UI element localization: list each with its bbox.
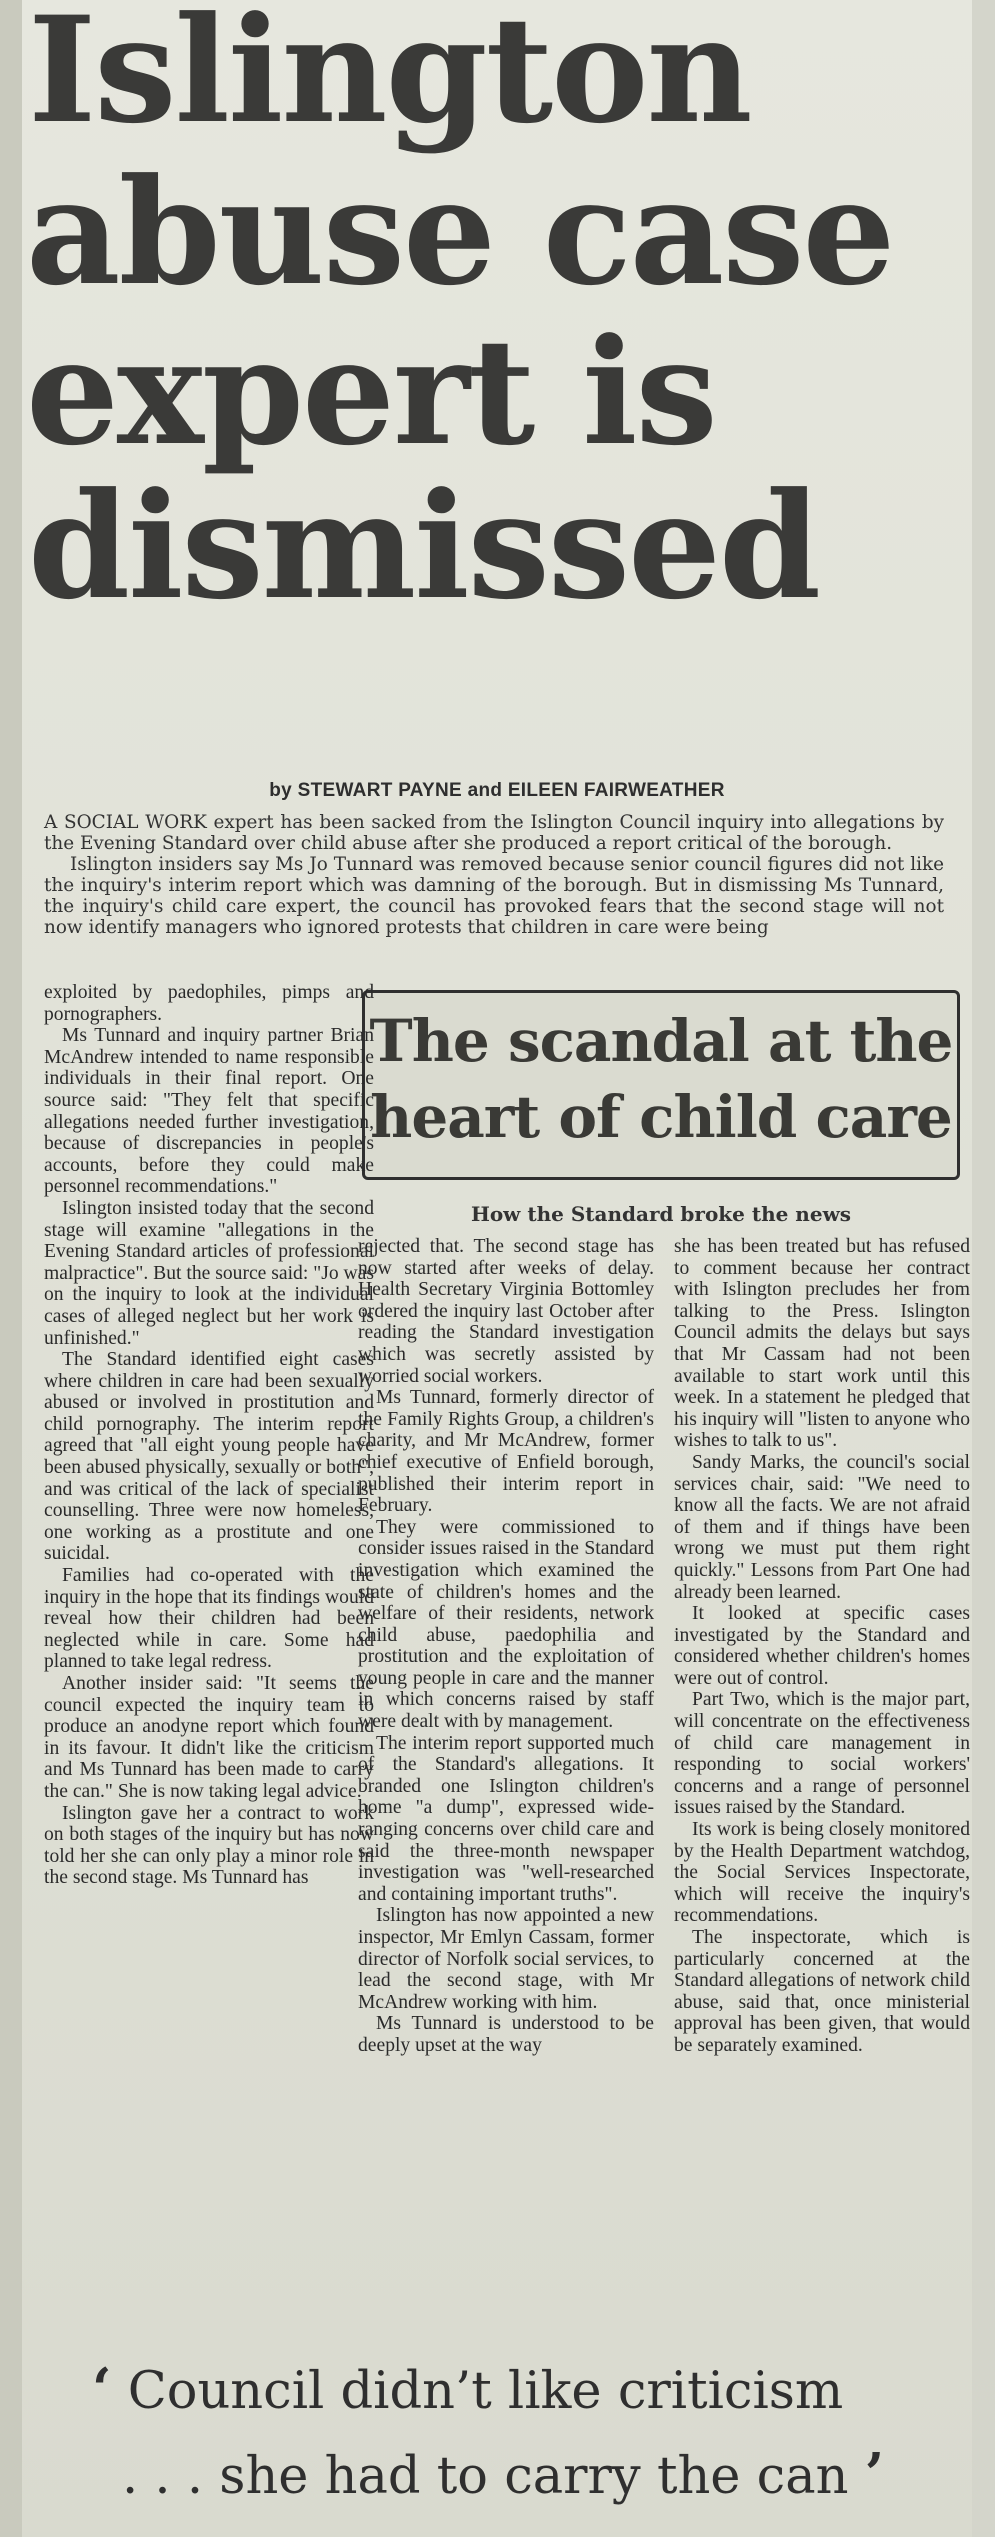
paragraph: Ms Tunnard and inquiry partner Brian McAndrew intended to name responsible individuals in their final report. One source said: "They felt that specific allegations needed further investigation, because of discrepancies in people's accounts, before they could make personnel recommendations." (44, 1025, 374, 1198)
paragraph: Islington insisted today that the second stage will examine "allegations in the Evening Standard articles of professional malpractice". But the source said: "Jo was on the inquiry to look at the individual cases of alleged neglect but her work is unfinished." (44, 1197, 374, 1349)
open-quote-mark: ‘ (92, 2356, 112, 2422)
paragraph: Ms Tunnard is understood to be deeply upset at the way (358, 2013, 654, 2056)
pull-quote (52, 2348, 972, 2518)
headline-line-3: expert is (26, 307, 716, 478)
paragraph: Families had co-operated with the inquiry in the hope that its findings would reveal how their children had been neglected while in care. Some had planned to take legal redress. (44, 1565, 374, 1673)
close-quote-mark: ’ (864, 2441, 885, 2507)
newspaper-clipping (22, 0, 972, 2537)
paragraph: Part Two, which is the major part, will concentrate on the effectiveness of child care management in responding to social workers' concerns and a range of personnel issues raised by the Standard. (674, 1689, 970, 1819)
paragraph: Sandy Marks, the council's social services chair, said: "We need to know all the facts. We are not afraid of them and if things have been wrong we must put them right quickly." Lessons from Part One had already been learned. (674, 1451, 970, 1603)
pull-quote-text-1: Council didn’t like criticism (127, 2362, 844, 2421)
box-headline (362, 990, 960, 1180)
headline-line-4: dismissed (28, 461, 820, 632)
page-edge-right (972, 0, 995, 2537)
byline: by STEWART PAYNE and EILEEN FAIRWEATHER (269, 780, 725, 801)
paragraph: It looked at specific cases investigated by the Standard and considered whether children's homes were out of control. (674, 1603, 970, 1689)
paragraph: Its work is being closely monitored by the Health Department watchdog, the Social Services Inspectorate, which will receive the inquiry's recommendations. (674, 1819, 970, 1927)
paragraph: The Standard identified eight cases where children in care had been sexually abused or involved in prostitution and child pornography. The interim report agreed that "all eight young people have been abused physically, sexually or both", and was critical of the lack of specialist counselling. Three were now homeless, one working as a prostitute and one suicidal. (44, 1349, 374, 1565)
column-3 (674, 1236, 970, 2057)
paragraph: They were commissioned to consider issues raised in the Standard investigation which examined the state of children's homes and the welfare of their residents, network child abuse, paedophilia and prostitution and the exploitation of young people in care and the manner in which concerns raised by staff were dealt with by management. (358, 1516, 654, 1733)
headline-line-2: abuse case (26, 147, 894, 318)
paragraph: she has been treated but has refused to comment because her contract with Islington precludes her from talking to the Press. Islington Council admits the delays but says that Mr Cassam had not been available to start work until this week. In a statement he pledged that his inquiry will "listen to anyone who wishes to talk to us". (674, 1236, 970, 1452)
paragraph: The inspectorate, which is particularly concerned at the Standard allegations of network child abuse, said that, once ministerial approval has been given, that would be separately examined. (674, 1927, 970, 2056)
pull-quote-text-2: . . . she had to carry the can (122, 2447, 849, 2506)
intro-paragraph-1: A SOCIAL WORK expert has been sacked from the Islington Council inquiry into allegations by the Evening Standard over child abuse after she produced a report critical of the borough. (44, 812, 944, 854)
paragraph: Islington gave her a contract to work on both stages of the inquiry but has now told her she can only play a minor role in the second stage. Ms Tunnard has (44, 1802, 374, 1889)
paragraph: Ms Tunnard, formerly director of the Family Rights Group, a children's charity, and Mr McAndrew, former chief executive of Enfield borough, published their interim report in February. (358, 1387, 654, 1517)
paragraph: rejected that. The second stage has now started after weeks of delay. Health Secretary Virginia Bottomley ordered the inquiry last October after reading the Standard investigation which was secretly assisted by worried social workers. (358, 1236, 654, 1387)
paragraph: Islington has now appointed a new inspector, Mr Emlyn Cassam, former director of Norfolk social services, to lead the second stage, with Mr McAndrew working with him. (358, 1905, 654, 2013)
column-2 (358, 1236, 654, 2057)
pull-quote-line-1 (52, 2348, 972, 2433)
pull-quote-line-2 (52, 2433, 972, 2518)
intro-paragraph-2: Islington insiders say Ms Jo Tunnard was removed because senior council figures did not like the inquiry's interim report which was damning of the borough. But in dismissing Ms Tunnard, the inquiry's child care expert, the council has provoked fears that the second stage will not now identify managers who ignored protests that children in care were being (44, 854, 944, 938)
paragraph: exploited by paedophiles, pimps and pornographers. (44, 982, 374, 1025)
page-edge-left (0, 0, 22, 2537)
headline-line-1: Islington (28, 0, 751, 156)
column-1 (44, 982, 374, 1889)
box-headline-line-2: heart of child care (370, 1083, 952, 1151)
paragraph: The interim report supported much of the Standard's allegations. It branded one Islington children's home "a dump", expressed wide-ranging concerns over child care and said the three-month newspaper investigation was "well-researched and containing important truths". (358, 1732, 654, 1905)
intro-paragraphs (44, 812, 944, 938)
box-caption: How the Standard broke the news (470, 1202, 852, 1226)
box-headline-line-1: The scandal at the (369, 1007, 953, 1075)
paragraph: Another insider said: "It seems the council expected the inquiry team to produce an anodyne report which found in its favour. It didn't like the criticism and Ms Tunnard has been made to carry the can." She is now taking legal advice. (44, 1673, 374, 1802)
